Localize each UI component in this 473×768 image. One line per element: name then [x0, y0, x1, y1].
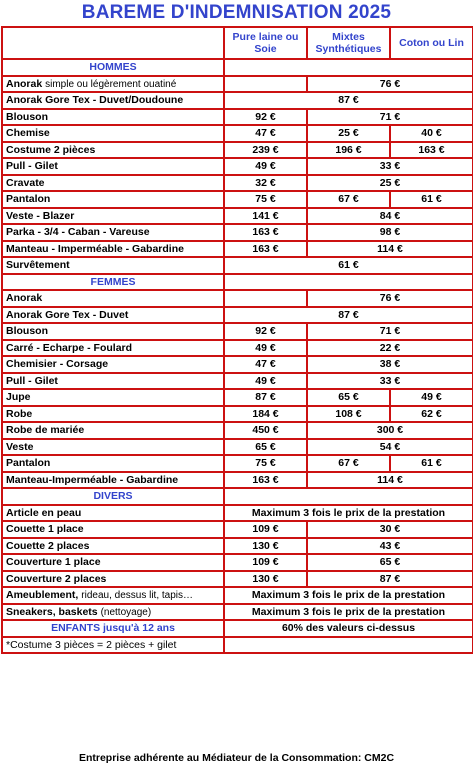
table-row [2, 76, 473, 93]
price-laine: 239 € [224, 142, 307, 159]
page-title: BAREME D'INDEMNISATION 2025 [81, 2, 392, 23]
price-mixte: 67 € [307, 455, 390, 472]
item-label-cell [2, 389, 224, 406]
item-label-cell [2, 92, 224, 109]
table-row [2, 307, 473, 324]
item-label-cell [2, 208, 224, 225]
table-row [2, 373, 473, 390]
price-mixte-coton: 98 € [307, 224, 473, 241]
mediator-notice: Entreprise adhérente au Médiateur de la Consommation: CM2C [78, 752, 395, 764]
price-mixte-coton: 33 € [307, 158, 473, 175]
column-header-laine: Pure laine ou Soie [224, 27, 307, 59]
price-coton: 61 € [390, 191, 473, 208]
item-label-cell [2, 224, 224, 241]
price-laine: 163 € [224, 224, 307, 241]
price-laine: 75 € [224, 191, 307, 208]
item-label: Anorak [6, 77, 43, 90]
header-blank-cell [2, 27, 224, 59]
item-label-cell [2, 356, 224, 373]
item-label: Anorak Gore Tex - Duvet/Doudoune [6, 94, 184, 107]
price-mixte: 108 € [307, 406, 390, 423]
price-coton: 62 € [390, 406, 473, 423]
item-label-cell [2, 455, 224, 472]
price-laine: 450 € [224, 422, 307, 439]
item-label: Veste - Blazer [6, 209, 75, 222]
price-mixte: 65 € [307, 389, 390, 406]
price-laine: 32 € [224, 175, 307, 192]
price-all-materials: Maximum 3 fois le prix de la prestation [224, 505, 473, 522]
table-row [2, 257, 473, 274]
price-coton: 163 € [390, 142, 473, 159]
price-all-materials: 87 € [224, 307, 473, 324]
item-label: Costume 2 pièces [6, 143, 96, 156]
item-label: Robe [6, 407, 33, 420]
table-row [2, 422, 473, 439]
item-label-cell [2, 472, 224, 489]
price-laine: 49 € [224, 340, 307, 357]
item-label: Anorak [6, 292, 43, 305]
item-label: Pantalon [6, 193, 51, 206]
item-label: Pull - Gilet [6, 160, 58, 173]
item-note: simple ou légèrement ouatiné [45, 78, 177, 90]
footnote-blank-cell [224, 637, 473, 654]
table-row [2, 109, 473, 126]
table-row [2, 472, 473, 489]
price-mixte-coton: 54 € [307, 439, 473, 456]
enfants-label: ENFANTS jusqu'à 12 ans [2, 620, 224, 637]
section-blank-cell [224, 59, 473, 76]
price-mixte: 196 € [307, 142, 390, 159]
item-label-cell [2, 241, 224, 258]
price-mixte-coton: 30 € [307, 521, 473, 538]
table-row [2, 208, 473, 225]
price-mixte-coton: 114 € [307, 241, 473, 258]
item-label: Anorak Gore Tex - Duvet [6, 308, 129, 321]
table-row [2, 538, 473, 555]
item-label: Carré - Echarpe - Foulard [6, 341, 133, 354]
column-header-mixte: Mixtes Synthétiques [307, 27, 390, 59]
item-label-cell [2, 571, 224, 588]
table-row [2, 356, 473, 373]
item-label: Blouson [6, 325, 48, 338]
item-label-cell [2, 191, 224, 208]
table-row [2, 125, 473, 142]
price-mixte-coton: 38 € [307, 356, 473, 373]
price-all-materials: 87 € [224, 92, 473, 109]
price-mixte-coton: 65 € [307, 554, 473, 571]
price-table [1, 26, 473, 654]
price-all-materials: 61 € [224, 257, 473, 274]
item-label: Jupe [6, 391, 31, 404]
footnote: *Costume 3 pièces = 2 pièces + gilet [2, 637, 224, 654]
item-note: (nettoyage) [100, 606, 152, 618]
table-row [2, 554, 473, 571]
table-row [2, 340, 473, 357]
enfants-row [2, 620, 473, 637]
item-label: Manteau - Imperméable - Gabardine [6, 242, 184, 255]
item-label-cell [2, 373, 224, 390]
item-label-cell [2, 538, 224, 555]
table-row [2, 142, 473, 159]
price-laine: 65 € [224, 439, 307, 456]
price-coton: 40 € [390, 125, 473, 142]
price-laine: 184 € [224, 406, 307, 423]
section-header-row [2, 488, 473, 505]
price-laine: 163 € [224, 241, 307, 258]
footnote-row [2, 637, 473, 654]
item-note: rideau, dessus lit, tapis… [81, 590, 193, 602]
table-row [2, 92, 473, 109]
table-row [2, 505, 473, 522]
price-laine: 75 € [224, 455, 307, 472]
item-label: Couette 1 place [6, 523, 84, 536]
price-laine: 92 € [224, 323, 307, 340]
item-label: Sneakers, baskets [6, 605, 98, 618]
table-row [2, 191, 473, 208]
price-mixte-coton: 76 € [307, 290, 473, 307]
table-row [2, 604, 473, 621]
table-row [2, 323, 473, 340]
item-label: Couette 2 places [6, 539, 90, 552]
section-header-row [2, 59, 473, 76]
section-title: FEMMES [2, 274, 224, 291]
item-label: Chemisier - Corsage [6, 358, 109, 371]
item-label: Manteau-Imperméable - Gabardine [6, 473, 179, 486]
item-label-cell [2, 505, 224, 522]
item-label-cell [2, 175, 224, 192]
price-laine: 49 € [224, 158, 307, 175]
price-laine: 92 € [224, 109, 307, 126]
table-row [2, 389, 473, 406]
table-row [2, 290, 473, 307]
price-laine: 163 € [224, 472, 307, 489]
item-label-cell [2, 125, 224, 142]
table-row [2, 224, 473, 241]
price-all-materials: Maximum 3 fois le prix de la prestation [224, 604, 473, 621]
item-label: Article en peau [6, 506, 82, 519]
item-label-cell [2, 439, 224, 456]
table-row [2, 241, 473, 258]
price-mixte-coton: 22 € [307, 340, 473, 357]
price-mixte-coton: 71 € [307, 323, 473, 340]
section-blank-cell [224, 488, 473, 505]
item-label: Robe de mariée [6, 424, 85, 437]
table-row [2, 175, 473, 192]
price-mixte: 67 € [307, 191, 390, 208]
price-table-body [2, 27, 473, 653]
price-mixte-coton: 87 € [307, 571, 473, 588]
item-label: Chemise [6, 127, 50, 140]
price-laine: 47 € [224, 125, 307, 142]
item-label-cell [2, 290, 224, 307]
price-coton: 49 € [390, 389, 473, 406]
price-mixte-coton: 71 € [307, 109, 473, 126]
item-label-cell [2, 521, 224, 538]
price-mixte: 25 € [307, 125, 390, 142]
section-title: HOMMES [2, 59, 224, 76]
column-header-coton: Coton ou Lin [390, 27, 473, 59]
item-label-cell [2, 158, 224, 175]
price-laine: 109 € [224, 554, 307, 571]
price-mixte-coton: 300 € [307, 422, 473, 439]
item-label-cell [2, 76, 224, 93]
item-label: Couverture 2 places [6, 572, 107, 585]
price-laine: 130 € [224, 538, 307, 555]
price-laine: 87 € [224, 389, 307, 406]
item-label: Veste [6, 440, 34, 453]
price-laine: 49 € [224, 373, 307, 390]
table-row [2, 439, 473, 456]
price-all-materials: Maximum 3 fois le prix de la prestation [224, 587, 473, 604]
price-laine-empty [224, 290, 307, 307]
item-label-cell [2, 422, 224, 439]
price-laine: 109 € [224, 521, 307, 538]
item-label: Cravate [6, 176, 45, 189]
section-header-row [2, 274, 473, 291]
price-laine: 141 € [224, 208, 307, 225]
item-label-cell [2, 307, 224, 324]
price-mixte-coton: 43 € [307, 538, 473, 555]
table-row [2, 571, 473, 588]
item-label-cell [2, 340, 224, 357]
price-mixte-coton: 33 € [307, 373, 473, 390]
item-label-cell [2, 406, 224, 423]
column-header-row [2, 27, 473, 59]
price-mixte-coton: 114 € [307, 472, 473, 489]
item-label: Pantalon [6, 457, 51, 470]
price-laine: 47 € [224, 356, 307, 373]
section-title: DIVERS [2, 488, 224, 505]
item-label-cell [2, 109, 224, 126]
table-row [2, 158, 473, 175]
price-mixte-coton: 84 € [307, 208, 473, 225]
table-row [2, 521, 473, 538]
price-mixte-coton: 25 € [307, 175, 473, 192]
enfants-value: 60% des valeurs ci-dessus [224, 620, 473, 637]
table-row [2, 455, 473, 472]
item-label: Ameublement, [6, 589, 79, 602]
item-label-cell [2, 257, 224, 274]
price-mixte-coton: 76 € [307, 76, 473, 93]
table-row [2, 587, 473, 604]
item-label-cell [2, 554, 224, 571]
price-laine: 130 € [224, 571, 307, 588]
item-label: Parka - 3/4 - Caban - Vareuse [6, 226, 150, 239]
item-label-cell [2, 142, 224, 159]
price-laine-empty [224, 76, 307, 93]
item-label: Blouson [6, 110, 48, 123]
table-row [2, 406, 473, 423]
item-label: Survêtement [6, 259, 70, 272]
section-blank-cell [224, 274, 473, 291]
item-label-cell [2, 604, 224, 621]
price-coton: 61 € [390, 455, 473, 472]
item-label-cell [2, 323, 224, 340]
item-label-cell [2, 587, 224, 604]
item-label: Couverture 1 place [6, 556, 101, 569]
item-label: Pull - Gilet [6, 374, 58, 387]
